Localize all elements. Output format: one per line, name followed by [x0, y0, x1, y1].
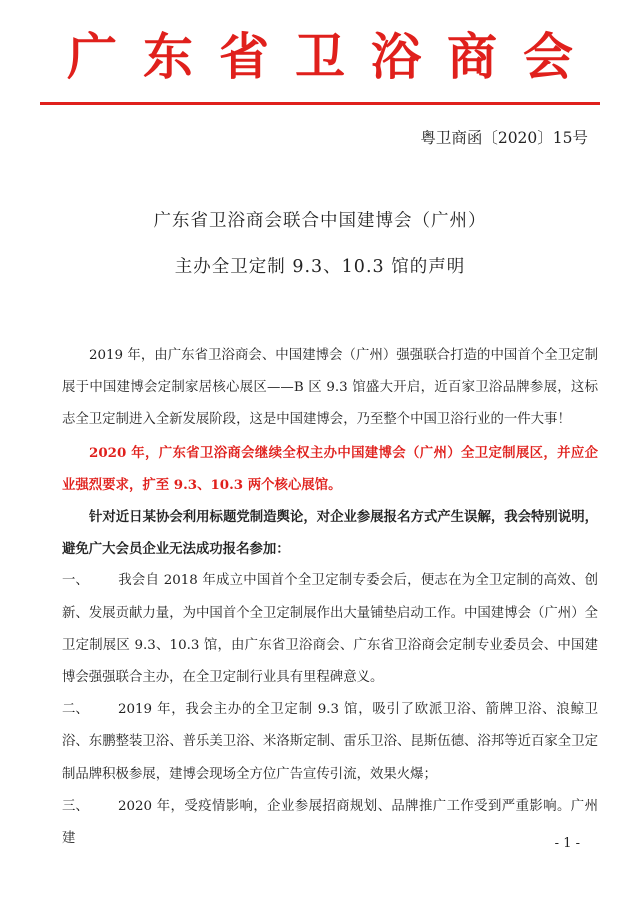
list-item-number: 一、: [62, 573, 89, 589]
list-item-1: [62, 565, 598, 694]
document-body: [62, 340, 598, 855]
page-number: - 1 -: [554, 836, 580, 851]
list-item-text: 2020 年，受疫情影响，企业参展招商规划、品牌推广工作受到严重影响。广州建: [62, 798, 598, 847]
list-item-text: 2019 年，我会主办的全卫定制 9.3 馆，吸引了欧派卫浴、箭牌卫浴、浪鲸卫浴、东鹏整装卫浴、普乐美卫浴、米洛斯定制、雷乐卫浴、昆斯伍德、浴邦等近百家全卫定制品牌积极参展，建博会现场全方位广告宣传引流，效果火爆；: [62, 702, 598, 782]
document-number: 粤卫商函〔2020〕15号: [420, 129, 588, 147]
title-line-1: 广东省卫浴商会联合中国建博会（广州）: [153, 211, 487, 231]
list-item-number: 二、: [62, 702, 89, 718]
list-item-2: [62, 694, 598, 791]
paragraph-2-highlight: 2020 年，广东省卫浴商会继续全权主办中国建博会（广州）全卫定制展区，并应企业强烈要求，扩至 9.3、10.3 两个核心展馆。: [62, 444, 598, 493]
list-item-text: 我会自 2018 年成立中国首个全卫定制专委会后，便志在为全卫定制的高效、创新、发展贡献力量，为中国首个全卫定制展作出大量铺垫启动工作。中国建博会（广州）全卫定制展区 9.3、10.3 馆，由广东省卫浴商会、广东省卫浴商会定制专业委员会、中国建博会强强联合主办，在全卫定制行业具有里程碑意义。: [62, 573, 598, 686]
list-item-number: 三、: [62, 798, 89, 814]
document-title: [0, 198, 640, 290]
paragraph-3: 针对近日某协会利用标题党制造舆论，对企业参展报名方式产生误解，我会特别说明，避免广大会员企业无法成功报名参加：: [62, 509, 598, 558]
title-line-2: 主办全卫定制 9.3、10.3 馆的声明: [174, 257, 466, 277]
list-item-3: [62, 791, 598, 855]
paragraph-1: 2019 年，由广东省卫浴商会、中国建博会（广州）强强联合打造的中国首个全卫定制展于中国建博会定制家居核心展区——B 区 9.3 馆盛大开启，近百家卫浴品牌参展，这标志全卫定制进入全新发展阶段，这是中国建博会，乃至整个中国卫浴行业的一件大事！: [62, 348, 598, 428]
masthead-title: 广东省卫浴商会: [67, 27, 599, 86]
red-rule: [40, 102, 600, 105]
